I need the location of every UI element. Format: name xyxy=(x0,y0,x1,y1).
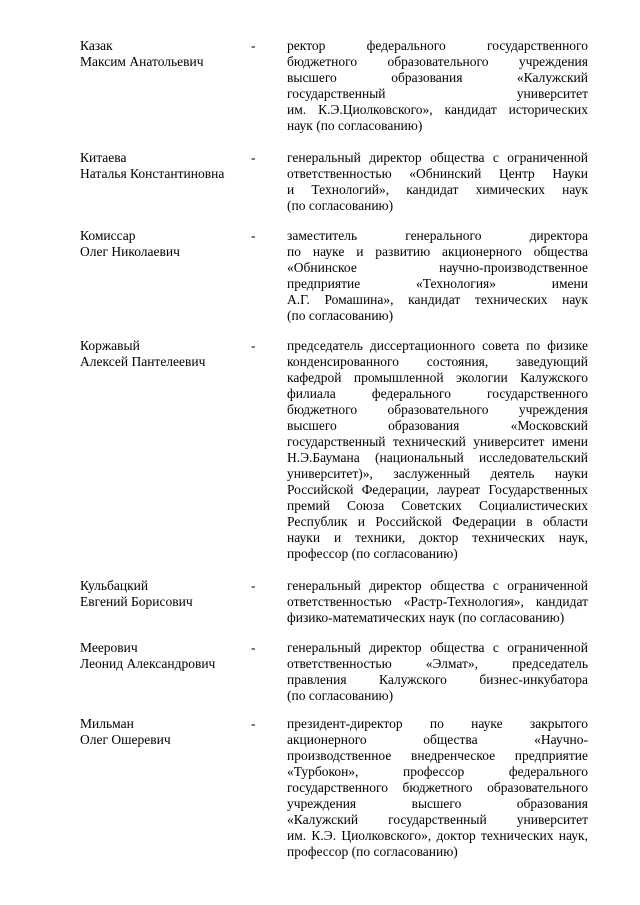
description-line: Российской Федерации, лауреат Государственных xyxy=(287,482,588,497)
description-line: «Обнинское научно-производственное xyxy=(287,260,588,275)
description-line: А.Г. Ромашина», кандидат технических наук xyxy=(287,292,588,307)
member-given-names: Олег Ошеревич xyxy=(80,732,171,747)
description-line: им. К.Э.Циолковского», кандидат исторических xyxy=(287,102,588,117)
description-line: «Турбокон», профессор федерального xyxy=(287,764,588,779)
description-line: профессор (по согласованию) xyxy=(287,546,458,561)
description-line: генеральный директор общества с ограниченной xyxy=(287,150,588,165)
description-line: по науке и развитию акционерного общества xyxy=(287,244,588,259)
member-surname: Кульбацкий xyxy=(80,578,149,593)
member-description xyxy=(287,150,588,214)
member-given-names: Леонид Александрович xyxy=(80,656,216,671)
description-line: ответственностью «Растр-Технология», кандидат xyxy=(287,594,588,609)
description-line: и Технологий», кандидат химических наук xyxy=(287,182,588,197)
description-line: генеральный директор общества с ограниченной xyxy=(287,640,588,655)
description-line: (по согласованию) xyxy=(287,688,394,703)
description-line: физико-математических наук (по согласованию) xyxy=(287,610,565,625)
description-line: производственное внедренческое предприятие xyxy=(287,748,588,763)
description-line: заместитель генерального директора xyxy=(287,228,588,243)
description-line: ректор федерального государственного xyxy=(287,38,588,53)
member-surname: Меерович xyxy=(80,640,138,655)
description-line: акционерного общества «Научно- xyxy=(287,732,588,747)
member-surname: Казак xyxy=(80,38,113,53)
description-line: государственный технический университет имени xyxy=(287,434,588,449)
dash-separator: - xyxy=(251,338,256,353)
member-description xyxy=(287,38,588,134)
description-line: ответственностью «Элмат», председатель xyxy=(287,656,588,671)
description-line: кафедрой промышленной экологии Калужского xyxy=(287,370,588,385)
dash-separator: - xyxy=(251,640,256,655)
description-line: бюджетного образовательного учреждения xyxy=(287,54,588,69)
member-surname: Комиссар xyxy=(80,228,136,243)
member-surname: Китаева xyxy=(80,150,127,165)
member-surname: Коржавый xyxy=(80,338,140,353)
description-line: Н.Э.Баумана (национальный исследовательский xyxy=(287,450,588,465)
description-line: наук (по согласованию) xyxy=(287,118,423,133)
description-line: президент-директор по науке закрытого xyxy=(287,716,588,731)
description-line: науки и техники, доктор технических наук, xyxy=(287,530,588,545)
description-line: (по согласованию) xyxy=(287,308,394,323)
dash-separator: - xyxy=(251,228,256,243)
member-description xyxy=(287,640,588,704)
member-given-names: Наталья Константиновна xyxy=(80,166,225,181)
member-name xyxy=(80,716,250,748)
description-line: правления Калужского бизнес-инкубатора xyxy=(287,672,588,687)
member-name xyxy=(80,338,250,370)
member-description xyxy=(287,578,588,626)
dash-separator: - xyxy=(251,578,256,593)
description-line: бюджетного образовательного учреждения xyxy=(287,402,588,417)
description-line: высшего образования «Московский xyxy=(287,418,588,433)
description-line: предприятие «Технология» имени xyxy=(287,276,588,291)
member-given-names: Евгений Борисович xyxy=(80,594,193,609)
description-line: государственный университет xyxy=(287,86,588,101)
description-line: (по согласованию) xyxy=(287,198,394,213)
description-line: учреждения высшего образования xyxy=(287,796,588,811)
description-line: генеральный директор общества с ограниченной xyxy=(287,578,588,593)
member-name xyxy=(80,38,250,70)
member-given-names: Олег Николаевич xyxy=(80,244,180,259)
member-given-names: Максим Анатольевич xyxy=(80,54,204,69)
description-line: председатель диссертационного совета по физике xyxy=(287,338,588,353)
description-line: конденсированного состояния, заведующий xyxy=(287,354,588,369)
member-name xyxy=(80,640,250,672)
description-line: ответственностью «Обнинский Центр Науки xyxy=(287,166,588,181)
member-given-names: Алексей Пантелеевич xyxy=(80,354,206,369)
dash-separator: - xyxy=(251,38,256,53)
description-line: Республик и Российской Федерации в области xyxy=(287,514,588,529)
member-description xyxy=(287,716,588,860)
dash-separator: - xyxy=(251,150,256,165)
description-line: им. К.Э. Циолковского», доктор технических наук, xyxy=(287,828,588,843)
member-description xyxy=(287,228,588,324)
member-name xyxy=(80,578,250,610)
description-line: государственного бюджетного образовательного xyxy=(287,780,588,795)
description-line: профессор (по согласованию) xyxy=(287,844,458,859)
description-line: высшего образования «Калужский xyxy=(287,70,588,85)
member-description xyxy=(287,338,588,562)
description-line: премий Союза Советских Социалистических xyxy=(287,498,588,513)
member-name xyxy=(80,228,250,260)
description-line: университет)», заслуженный деятель науки xyxy=(287,466,588,481)
description-line: филиала федерального государственного xyxy=(287,386,588,401)
member-name xyxy=(80,150,250,182)
description-line: «Калужский государственный университет xyxy=(287,812,588,827)
member-surname: Мильман xyxy=(80,716,134,731)
dash-separator: - xyxy=(251,716,256,731)
